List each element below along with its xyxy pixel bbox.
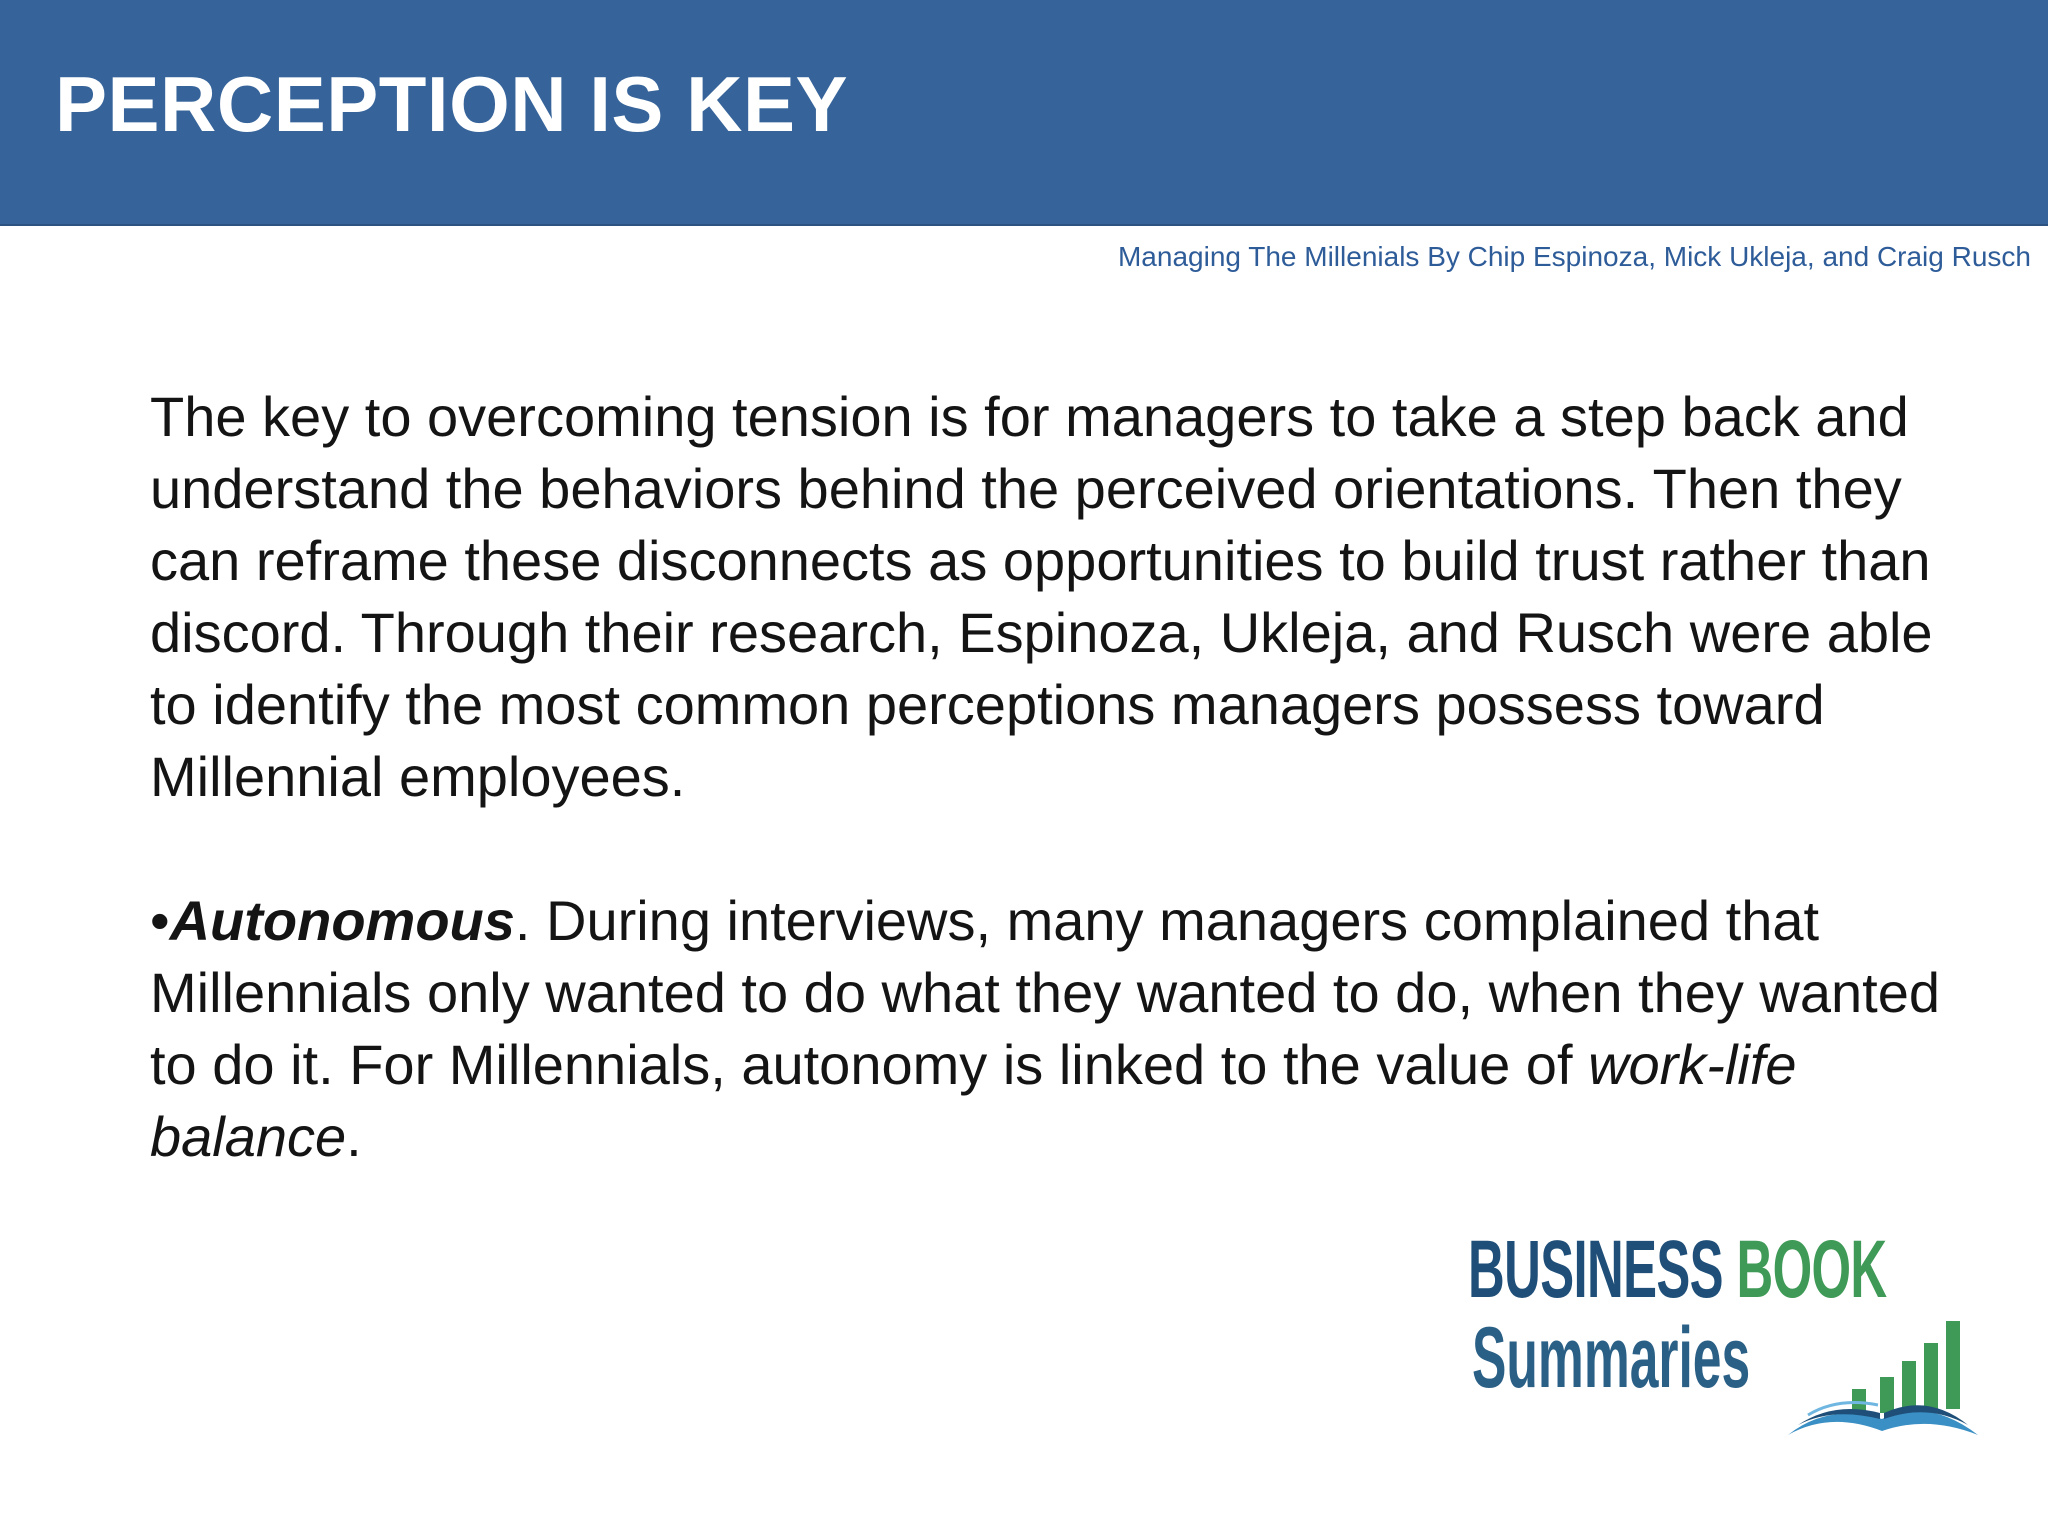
bullet-marker: •: [150, 889, 170, 952]
logo-word-book: BOOK: [1736, 1224, 1887, 1315]
slide-title: PERCEPTION IS KEY: [55, 60, 848, 148]
work-life-balance-emphasis: work-life balance: [150, 1033, 1797, 1168]
term-autonomous: Autonomous: [169, 889, 515, 952]
body-paragraph-intro: The key to overcoming tension is for managers to take a step back and understand the behaviors behind the perceived orientations. Then they can reframe these disconnects as opportunities to build trust rather than discord. Through their research, Espinoza, Ukleja, and Rusch were able to identify the most common perceptions managers possess toward Millennial employees.: [150, 385, 1933, 808]
slide-body: [150, 381, 1970, 1173]
business-book-summaries-logo: [1468, 1225, 1988, 1425]
autonomous-description: . During interviews, many managers complained that Millennials only wanted to do what they wanted to do, when they wanted to do it. For Millennials, autonomy is linked to the value of: [150, 889, 1941, 1096]
title-banner: [0, 0, 2048, 226]
source-citation: Managing The Millenials By Chip Espinoza, Mick Ukleja, and Craig Rusch: [1117, 241, 2031, 272]
sentence-end: .: [346, 1105, 362, 1168]
body-paragraph-autonomous: [150, 885, 1970, 1173]
open-book-bar-chart-icon: [1768, 1285, 1988, 1445]
logo-word-business: BUSINESS: [1468, 1224, 1723, 1315]
logo-word-summaries: Summaries: [1472, 1310, 1751, 1406]
